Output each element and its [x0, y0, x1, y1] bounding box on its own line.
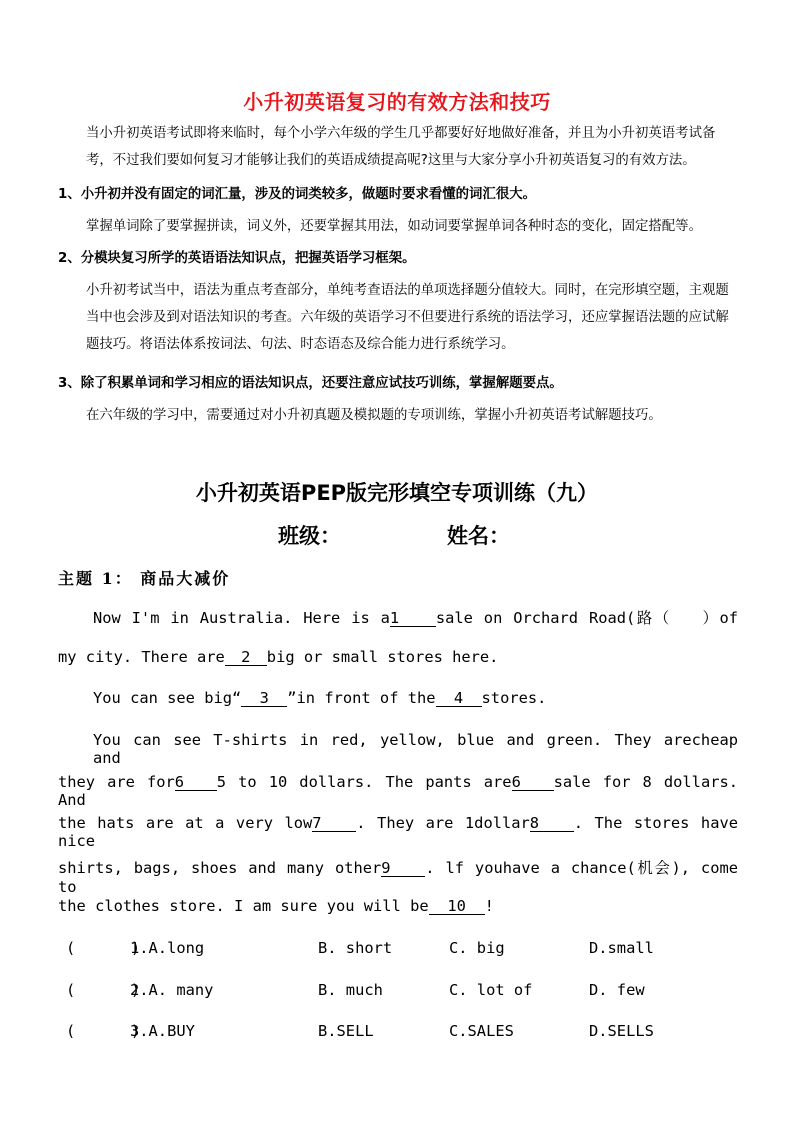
heading-text: 3、除了积累单词和学习相应的语法知识点，还要注意应试技巧训练，掌握解题要点。 [58, 376, 563, 391]
intro-heading-1 [58, 181, 742, 208]
passage-line-8 [58, 897, 494, 915]
intro-text: 掌握单词除了要掌握拼读，词义外，还要掌握其用法，如动词要掌握单词各种时态的变化，固定搭配等。 [86, 219, 702, 234]
blank-2[interactable]: 2 [225, 649, 267, 666]
option-c: C.SALES [449, 1022, 514, 1040]
passage-text: Now I'm in Australia. Here is a [93, 609, 390, 627]
heading-text: 1、小升初并没有固定的词汇量，涉及的词类较多，做题时要求看懂的词汇很大。 [58, 187, 536, 202]
intro-paragraph-4 [58, 402, 742, 429]
passage-text: sale for 8 dollars. And [58, 773, 739, 809]
option-c: C. big [449, 939, 505, 957]
option-d: D.small [589, 939, 654, 957]
passage-text: the hats are at a very low [58, 814, 313, 832]
passage-line-3 [93, 689, 546, 707]
passage-text: . The stores have nice [58, 814, 738, 850]
passage-text: ! [484, 897, 494, 915]
passage-text: You can see big“ [93, 689, 242, 707]
passage-text: ”in front of the [287, 689, 436, 707]
intro-text: 在六年级的学习中，需要通过对小升初真题及模拟题的专项训练，掌握小升初英语考试解题技巧。 [86, 408, 662, 423]
option-a: 2.A. many [130, 981, 214, 999]
passage-line-2 [58, 648, 498, 666]
passage-text: they are for [58, 773, 175, 791]
intro-heading-2 [58, 245, 742, 272]
answer-paren[interactable]: ( ) [66, 981, 141, 999]
page-title: 小升初英语复习的有效方法和技巧 [243, 90, 551, 114]
passage-text: . They are 1dollar [356, 814, 530, 832]
option-c: C. lot of [449, 981, 533, 999]
topic-heading: 主题 1： 商品大减价 [58, 569, 231, 588]
passage-line-7 [58, 856, 738, 896]
blank-4[interactable]: 4 [436, 690, 482, 707]
blank-3[interactable]: 3 [241, 690, 287, 707]
blank-6[interactable]: 6 [512, 774, 554, 791]
passage-text: ）of [700, 609, 738, 627]
intro-text: 小升初考试当中，语法为重点考查部分，单纯考查语法的单项选择题分值较大。同时，在完形填空题，主观题当中也会涉及到对语法知识的考查。六年级的英语学习不但要进行系统的语法学习，还应掌握语法题的应试解题技巧。将语法体系按词法、句法、时态语态及综合能力进行系统学习。 [86, 283, 729, 352]
blank-7[interactable]: 7 [312, 815, 356, 832]
name-label: 姓名： [447, 524, 510, 548]
option-d: D.SELLS [589, 1022, 654, 1040]
option-a: 1.A.long [130, 939, 205, 957]
passage-text: the clothes store. I am sure you will be [58, 897, 429, 915]
passage-line-5 [58, 773, 738, 809]
option-a: 3.A.BUY [130, 1022, 195, 1040]
intro-paragraph-3 [58, 277, 742, 358]
intro-text: 当小升初英语考试即将来临时，每个小学六年级的学生几乎都要好好地做好准备，并且为小升初英语考试备考，不过我们要如何复习才能够让我们的英语成绩提高呢?这里与大家分享小升初英语复习的有效方法。 [86, 126, 716, 168]
answer-paren[interactable]: ( ) [66, 1022, 141, 1040]
blank-8[interactable]: 8 [530, 815, 574, 832]
answer-paren[interactable]: ( ) [66, 939, 141, 957]
passage-text: shirts, bags, shoes and many other [58, 859, 382, 877]
passage-text: big or small stores here. [266, 648, 499, 666]
blank-5[interactable]: 6 [175, 774, 217, 791]
blank-10[interactable]: 10 [429, 898, 485, 915]
heading-text: 2、分模块复习所学的英语语法知识点，把握英语学习框架。 [58, 251, 416, 266]
passage-text: 5 to 10 dollars. The pants are [216, 773, 512, 791]
intro-paragraph-1 [58, 120, 742, 174]
option-b: B.SELL [318, 1022, 374, 1040]
passage-line-1 [58, 606, 738, 628]
exercise-title: 小升初英语PEP版完形填空专项训练（九） [195, 481, 599, 505]
option-b: B. short [318, 939, 393, 957]
option-d: D. few [589, 981, 645, 999]
passage-text: stores. [481, 689, 547, 707]
passage-text: You can see T-shirts in red, yellow, blue and green. They arecheap and [93, 731, 738, 767]
class-label: 班级： [278, 524, 341, 548]
passage-line-6 [58, 814, 738, 850]
passage-text: my city. There are [58, 648, 225, 666]
passage-text: sale on Orchard Road(路（ [435, 609, 671, 627]
intro-paragraph-2 [58, 213, 742, 240]
option-b: B. much [318, 981, 383, 999]
blank-9[interactable]: 9 [381, 860, 425, 877]
blank-1[interactable]: 1 [390, 610, 436, 627]
passage-line-4 [58, 731, 738, 767]
intro-heading-3 [58, 370, 742, 397]
passage-text: . lf youhave a chance(机会), come to [58, 859, 738, 896]
